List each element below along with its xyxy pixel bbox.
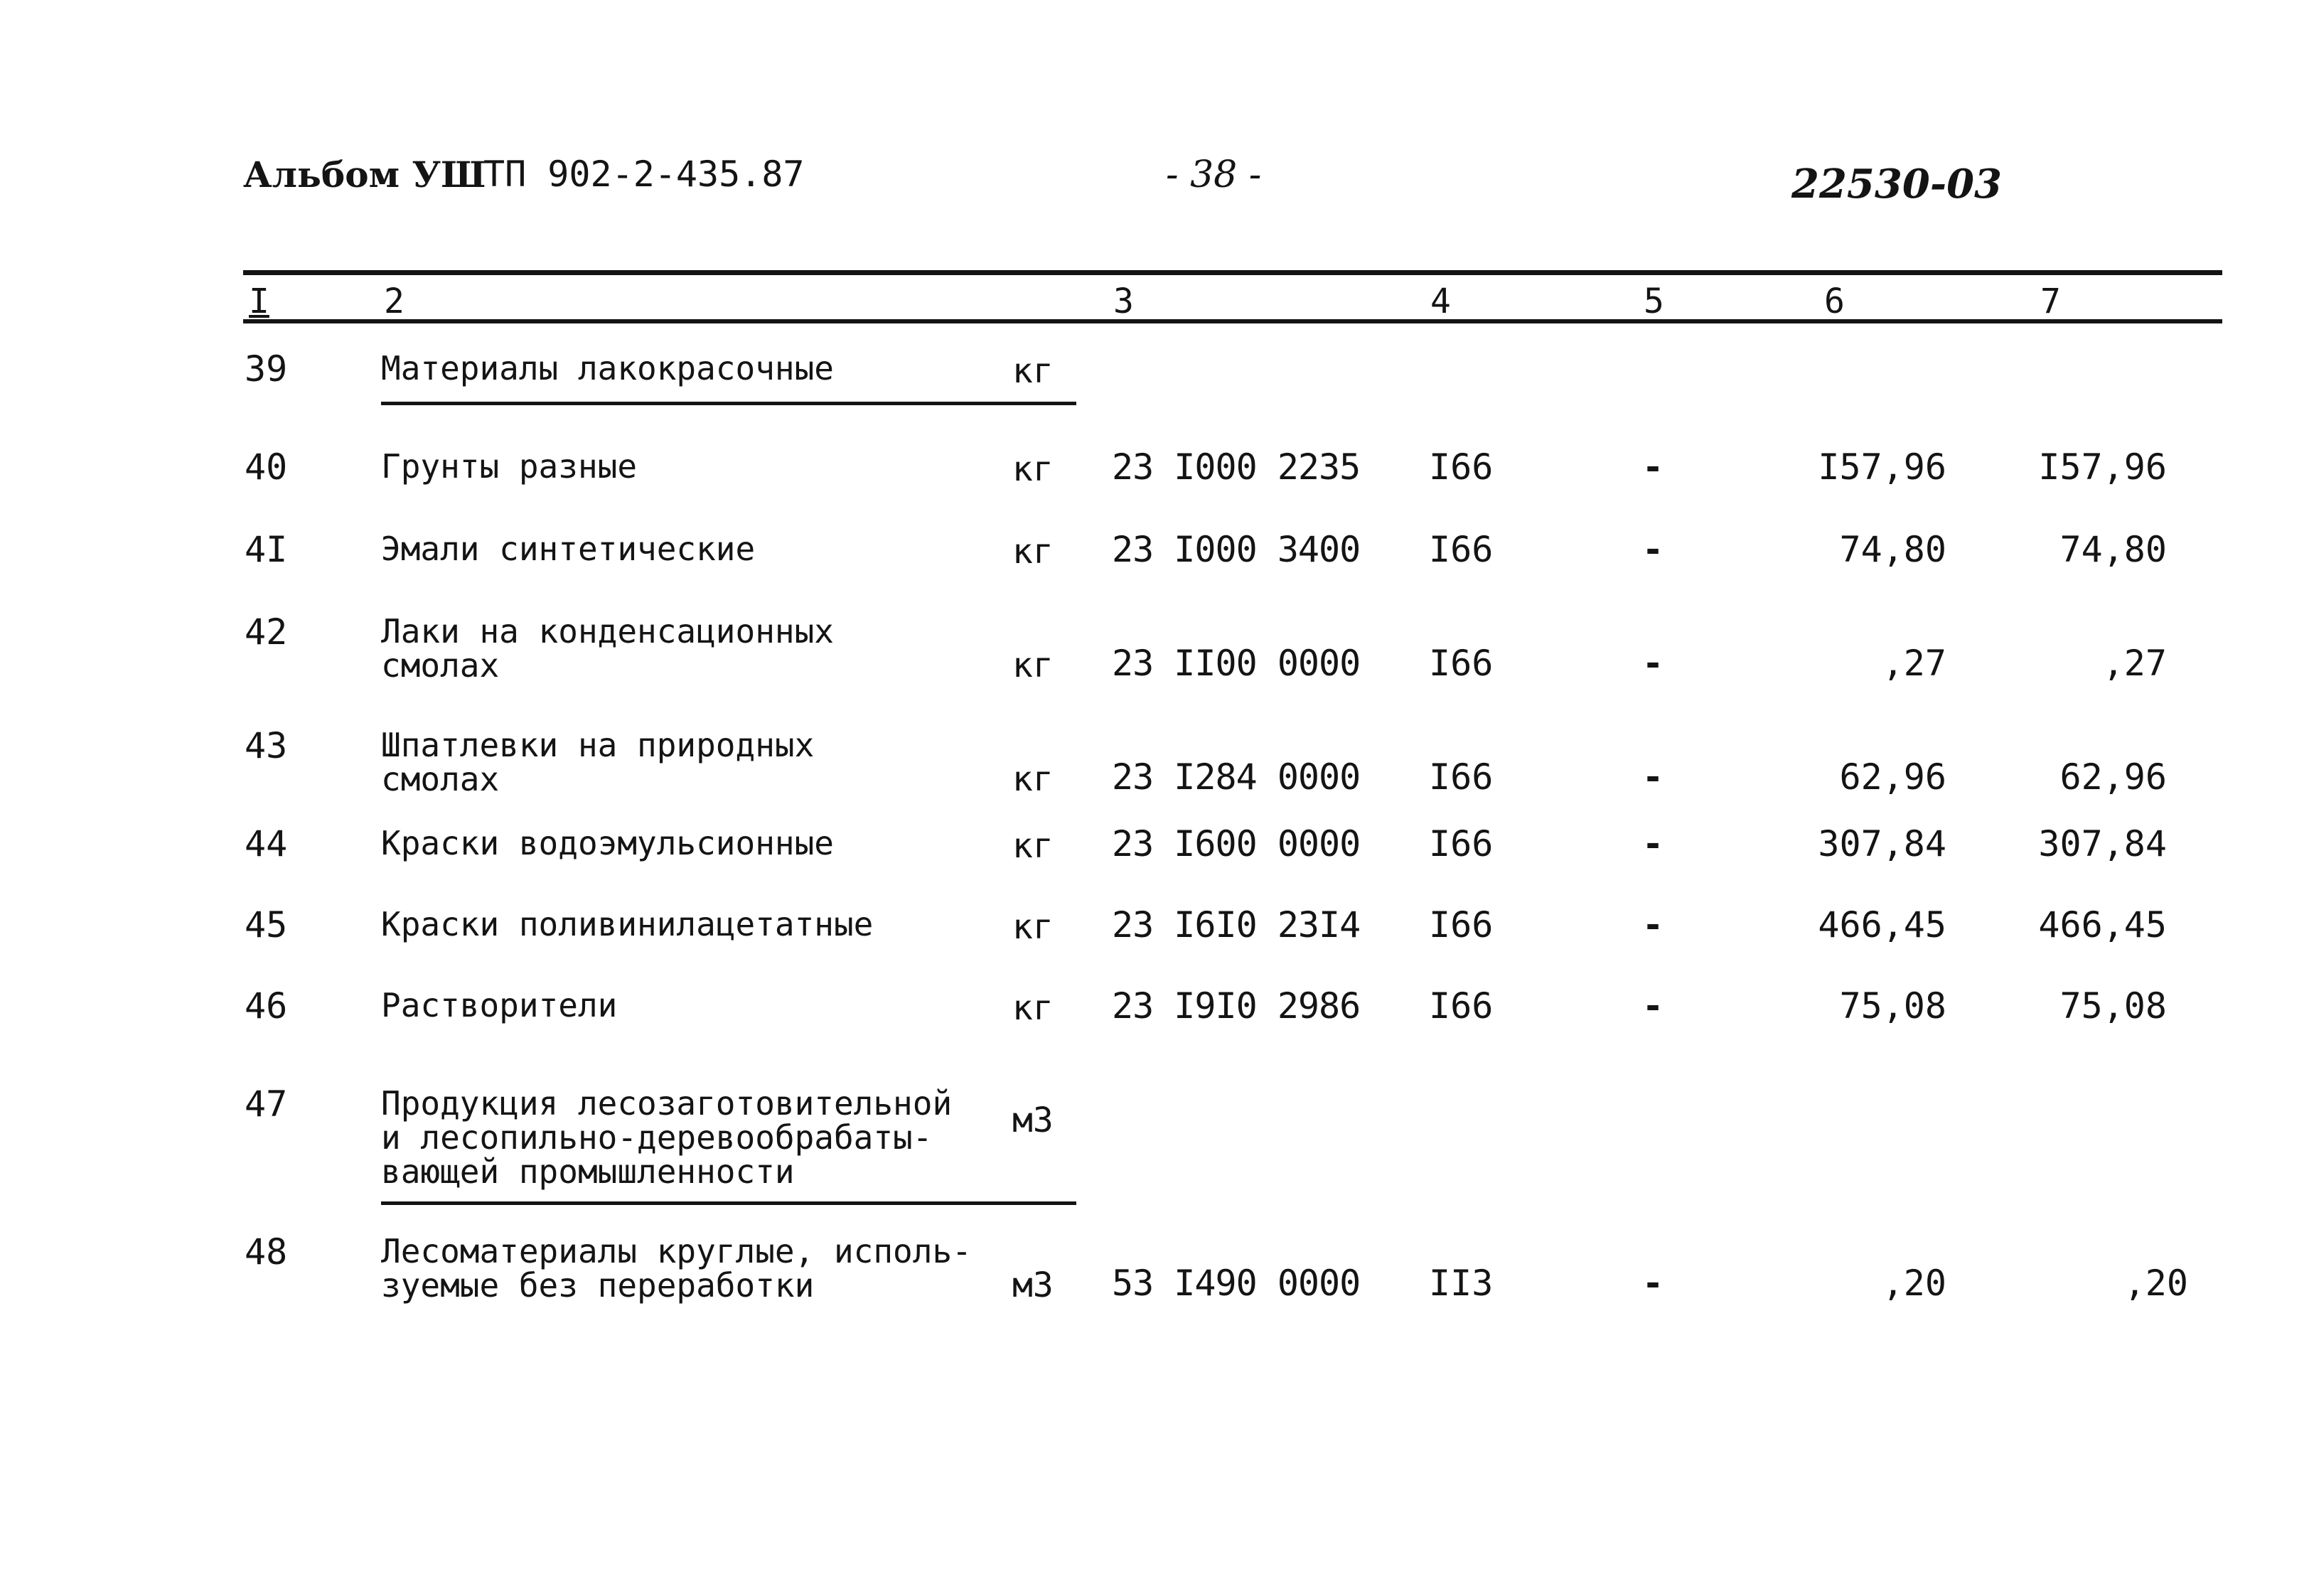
row-name-line: Шпатлевки на природных <box>381 726 815 764</box>
row-col4: I66 <box>1429 446 1494 488</box>
row-col6: ,27 <box>1882 643 1946 684</box>
row-unit: кг <box>1012 826 1054 866</box>
row-col5: - <box>1642 446 1664 488</box>
album-label: Альбом УШ <box>243 154 486 196</box>
row-code: 53 I490 0000 <box>1112 1263 1361 1304</box>
row-name-line: смолах <box>381 760 500 798</box>
project-code: 22530-03 <box>1791 161 2002 208</box>
row-name-line: смолах <box>381 646 500 685</box>
table-row <box>0 348 2309 434</box>
row-name <box>381 826 834 860</box>
row-name-line: и лесопильно-деревообрабаты- <box>381 1118 933 1157</box>
row-number: 40 <box>245 446 288 488</box>
row-col6: 307,84 <box>1818 823 1946 864</box>
row-col5: - <box>1642 529 1664 570</box>
row-col5: - <box>1642 1263 1664 1304</box>
column-header-4: 4 <box>1430 282 1451 321</box>
row-unit: кг <box>1012 646 1054 685</box>
row-number: 48 <box>245 1231 288 1273</box>
row-name-line: Краски поливинилацетатные <box>381 905 874 943</box>
row-code: 23 I9I0 2986 <box>1112 985 1361 1027</box>
row-col6: I57,96 <box>1818 446 1946 488</box>
column-header-2: 2 <box>384 282 405 321</box>
row-code: 23 II00 0000 <box>1112 643 1361 684</box>
row-col7: 75,08 <box>2059 985 2167 1027</box>
row-col7: 74,80 <box>2059 529 2167 570</box>
column-header-6: 6 <box>1824 282 1845 321</box>
table-row <box>0 904 2309 990</box>
row-name-line: зуемые без переработки <box>381 1266 815 1305</box>
row-name-line: Лесоматериалы круглые, исполь- <box>381 1232 972 1270</box>
row-name <box>381 1232 972 1305</box>
column-header-1: I <box>249 282 269 321</box>
row-name-line: Материалы лакокрасочные <box>381 349 834 387</box>
row-code: 23 I284 0000 <box>1112 756 1361 798</box>
table-row <box>0 1083 2309 1204</box>
row-col5: - <box>1642 756 1664 798</box>
row-unit: кг <box>1012 532 1054 572</box>
row-col6: ,20 <box>1882 1263 1946 1304</box>
row-col5: - <box>1642 643 1664 684</box>
row-unit: кг <box>1012 988 1054 1028</box>
row-unit: кг <box>1012 759 1054 799</box>
row-name-line: Продукция лесозаготовительной <box>381 1084 953 1123</box>
table-row <box>0 611 2309 704</box>
page-number: - 38 - <box>1166 154 1262 196</box>
row-col4: I66 <box>1429 529 1494 570</box>
row-col7: 62,96 <box>2059 756 2167 798</box>
row-number: 4I <box>245 529 288 570</box>
row-col7: I57,96 <box>2038 446 2167 488</box>
column-header-5: 5 <box>1644 282 1664 321</box>
table-top-rule <box>243 270 2222 275</box>
row-name-line: Лаки на конденсационных <box>381 612 834 650</box>
row-name-line: вающей промышленности <box>381 1152 795 1191</box>
row-unit: м3 <box>1012 1265 1054 1305</box>
table-row <box>0 1231 2309 1324</box>
row-number: 42 <box>245 611 288 653</box>
row-number: 45 <box>245 904 288 946</box>
table-row <box>0 985 2309 1071</box>
row-name-line: Краски водоэмульсионные <box>381 824 834 862</box>
row-name <box>381 988 617 1022</box>
row-code: 23 I000 3400 <box>1112 529 1361 570</box>
row-col5: - <box>1642 904 1664 946</box>
row-number: 39 <box>245 348 288 390</box>
row-name <box>381 532 755 566</box>
table-row <box>0 823 2309 909</box>
column-header-7: 7 <box>2040 282 2061 321</box>
row-code: 23 I6I0 23I4 <box>1112 904 1361 946</box>
row-name <box>381 612 834 685</box>
row-col4: I66 <box>1429 756 1494 798</box>
row-col5: - <box>1642 823 1664 864</box>
row-col6: 62,96 <box>1839 756 1946 798</box>
row-unit: кг <box>1012 449 1054 489</box>
row-name <box>381 907 873 941</box>
row-number: 47 <box>245 1083 288 1125</box>
column-header-3: 3 <box>1113 282 1134 321</box>
row-name <box>381 728 814 796</box>
row-col7: ,27 <box>2102 643 2167 684</box>
row-name <box>381 1086 952 1189</box>
row-col4: I66 <box>1429 904 1494 946</box>
row-code: 23 I600 0000 <box>1112 823 1361 864</box>
row-name <box>381 351 834 385</box>
row-unit: кг <box>1012 351 1054 391</box>
row-number: 46 <box>245 985 288 1027</box>
row-col6: 74,80 <box>1839 529 1946 570</box>
row-col5: - <box>1642 985 1664 1027</box>
row-name <box>381 447 638 486</box>
row-col4: I66 <box>1429 823 1494 864</box>
row-number: 43 <box>245 725 288 766</box>
row-col7: 307,84 <box>2038 823 2167 864</box>
row-col4: I66 <box>1429 643 1494 684</box>
row-name-line: Грунты разные <box>381 447 638 486</box>
row-col7: ,20 <box>2123 1263 2188 1304</box>
table-row <box>0 725 2309 818</box>
row-name-line: Эмали синтетические <box>381 530 756 568</box>
row-col4: I66 <box>1429 985 1494 1027</box>
row-unit: кг <box>1012 907 1054 947</box>
table-row <box>0 446 2309 532</box>
row-col4: II3 <box>1429 1263 1494 1304</box>
row-col6: 466,45 <box>1818 904 1946 946</box>
row-code: 23 I000 2235 <box>1112 446 1361 488</box>
row-col6: 75,08 <box>1839 985 1946 1027</box>
group-underline <box>381 1201 1076 1205</box>
document-code: ТП 902-2-435.87 <box>483 154 805 195</box>
table-header-rule <box>243 319 2222 323</box>
row-name-line: Растворители <box>381 986 618 1024</box>
row-col7: 466,45 <box>2038 904 2167 946</box>
table-row <box>0 529 2309 614</box>
row-number: 44 <box>245 823 288 864</box>
group-underline <box>381 402 1076 405</box>
row-unit: м3 <box>1012 1100 1054 1140</box>
